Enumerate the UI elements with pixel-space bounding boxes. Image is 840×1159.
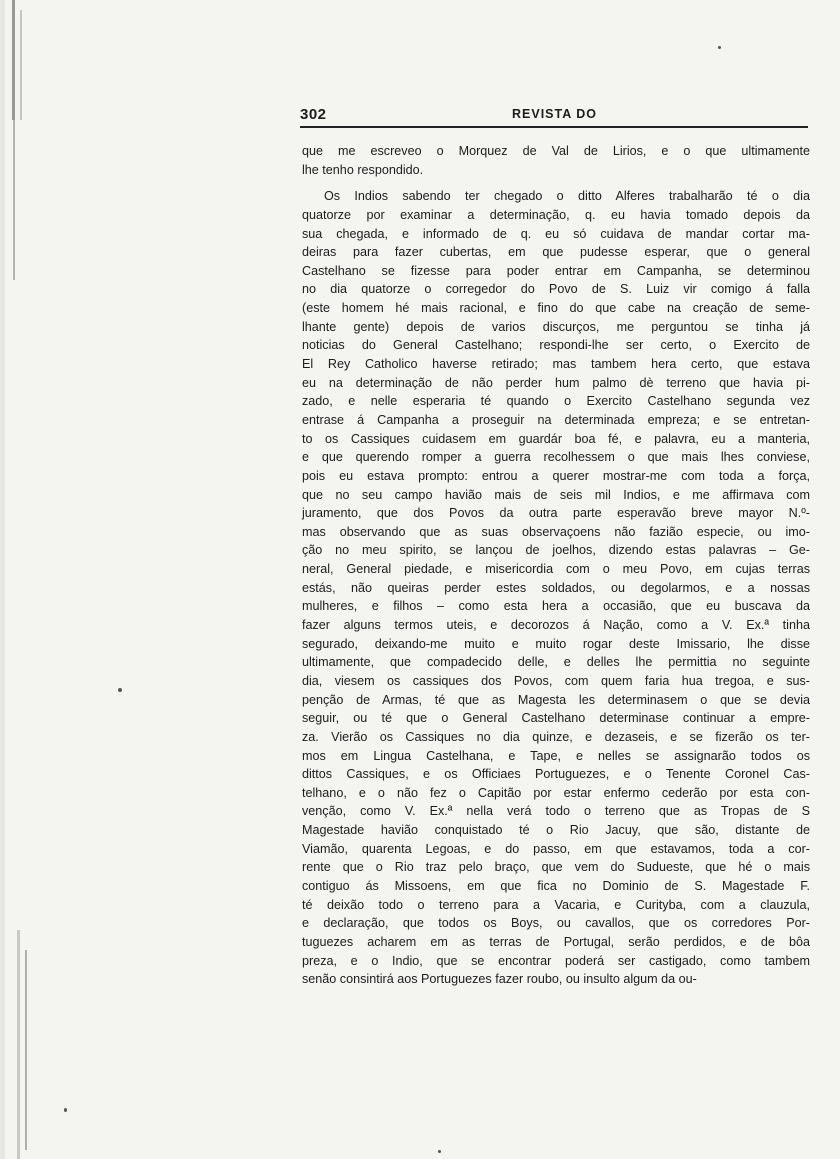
text-line: penção de Armas, té que as Magesta les determinasem o que se devia (302, 692, 810, 707)
text-line: mas observando que as suas observaçoens não fazião especie, ou imo- (302, 524, 810, 539)
text-line: que no seu campo havião mais de seis mil Indios, e me affirmava com (302, 487, 810, 502)
scan-speck (438, 1150, 441, 1153)
text-line: Castelhano se fizesse para poder entrar em Campanha, se determinou (302, 263, 810, 278)
text-line: contiguo ás Missoens, em que fica no Dominio de S. Magestade F. (302, 878, 810, 893)
text-line: zado, e nelle esperaria té quando o Exercito Castelhano segunda vez (302, 394, 810, 409)
page-header (300, 106, 808, 128)
text-line: que me escreveo o Morquez de Val de Lirios, e o que ultimamente (302, 144, 810, 158)
scan-edge-artifacts (0, 0, 40, 1159)
text-line: pois eu estava prompto: entrou a querer mostrar-me com toda a força, (302, 468, 810, 483)
text-line: dia, viesem os cassiques dos Povos, com quem faria hua tregoa, e sus- (302, 673, 810, 688)
text-line: fazer alguns termos uteis, e decorozos á Nação, como a V. Ex.ª tinha (302, 618, 810, 633)
text-line: entrase á Campanha a proseguir na determinada empreza; e se entretan- (302, 412, 810, 427)
text-line: senão consintirá aos Portuguezes fazer roubo, ou insulto algum da ou- (302, 972, 697, 987)
scan-speck (64, 1108, 67, 1112)
text-line: mulheres, e filhos – como esta hera a occasião, que eu buscava da (302, 599, 810, 614)
text-line: segurado, deixando-me muito e muito rogar deste Imissario, lhe disse (302, 636, 810, 651)
running-head: REVISTA DO (512, 107, 598, 121)
text-line: Os Indios sabendo ter chegado o ditto Alferes trabalharão té o dia (324, 189, 810, 204)
text-line: sua chegada, e informado de q. eu só cuidava de mandar cortar ma- (302, 226, 810, 241)
text-line: to os Cassiques cuidasem em guardár boa fé, e palavra, eu a manteria, (302, 431, 810, 446)
text-line: juramento, que dos Povos da outra parte esperavão breve mayor N.º- (302, 506, 810, 521)
text-line: tuguezes acharem em as terras de Portugal, serão perdidos, e de bôa (302, 934, 810, 949)
text-line: lhe tenho respondido. (302, 162, 424, 177)
text-line: za. Vierão os Cassiques no dia quinze, e dezaseis, e se fizerão os ter- (302, 729, 810, 744)
text-line: telhano, e o não fez o Capitão por estar enfermo cederão por esta con- (302, 785, 810, 800)
text-line: Magestade havião conquistado té o Rio Jacuy, que são, distante de (302, 823, 810, 838)
text-line: venção, como V. Ex.ª nella verá todo o terreno que as Tropas de S (302, 804, 810, 819)
text-line: no dia quatorze o corregedor do Povo de S. Luiz vir comigo á falla (302, 282, 810, 297)
scan-speck (718, 46, 721, 49)
text-line: ultimamente, que compadecido delle, e delles lhe permittia no seguinte (302, 655, 810, 670)
text-line: neral, General piedade, e misericordia com o meu Povo, em cujas terras (302, 562, 810, 577)
text-line: quatorze por examinar a determinação, q. eu havia tomado depois da (302, 207, 810, 222)
scan-speck (118, 688, 122, 692)
text-line: mos em Lingua Castelhana, e Tape, e nelles se assignarão todos os (302, 748, 810, 763)
text-line: rente que o Rio traz pelo braço, que vem do Sudueste, que hé o mais (302, 860, 810, 875)
text-line: Viamão, quarenta Legoas, e do passo, em que estavamos, toda a cor- (302, 841, 810, 856)
text-line: lhante gente) depois de varios discurços, me perguntou se tinha já (302, 319, 810, 334)
page-number: 302 (300, 106, 327, 123)
text-line: noticias do General Castelhano; respondi-lhe ser certo, o Exercito de (302, 338, 810, 353)
text-line: ção no meu spirito, se lançou de joelhos, dizendo estas palavras – Ge- (302, 543, 810, 558)
text-line: estás, não queiras perder estes soldados, ou degolarmos, e a nossas (302, 580, 810, 595)
paragraph-2 (302, 187, 810, 989)
text-line: e que querendo romper a guerra recolhessem o que mais lhes conviese, (302, 450, 810, 465)
paragraph-1 (302, 142, 810, 179)
text-line: seguir, ou té que o General Castelhano determinase continuar a empre- (302, 711, 810, 726)
text-line: El Rey Catholico haverse retirado; mas tambem hera certo, que estava (302, 357, 810, 372)
text-line: eu na determinação de não perder hum palmo dè terreno que havia pi- (302, 375, 810, 390)
text-line: e declaração, que todos os Boys, ou cavallos, que os corredores Por- (302, 916, 810, 931)
text-line: preza, e o Indio, que se encontrar poderá ser castigado, como tambem (302, 953, 810, 968)
body-text (302, 142, 810, 989)
text-line: té deixão todo o terreno para a Vacaria, e Curityba, com a clauzula, (302, 897, 810, 912)
text-line: dittos Cassiques, e os Officiaes Portuguezes, e o Tenente Coronel Cas- (302, 767, 810, 782)
text-line: deiras para fazer cubertas, em que pudesse esperar, que o general (302, 245, 810, 260)
text-line: (este homem hé mais racional, e fino do que cabe na creação de seme- (302, 301, 810, 316)
